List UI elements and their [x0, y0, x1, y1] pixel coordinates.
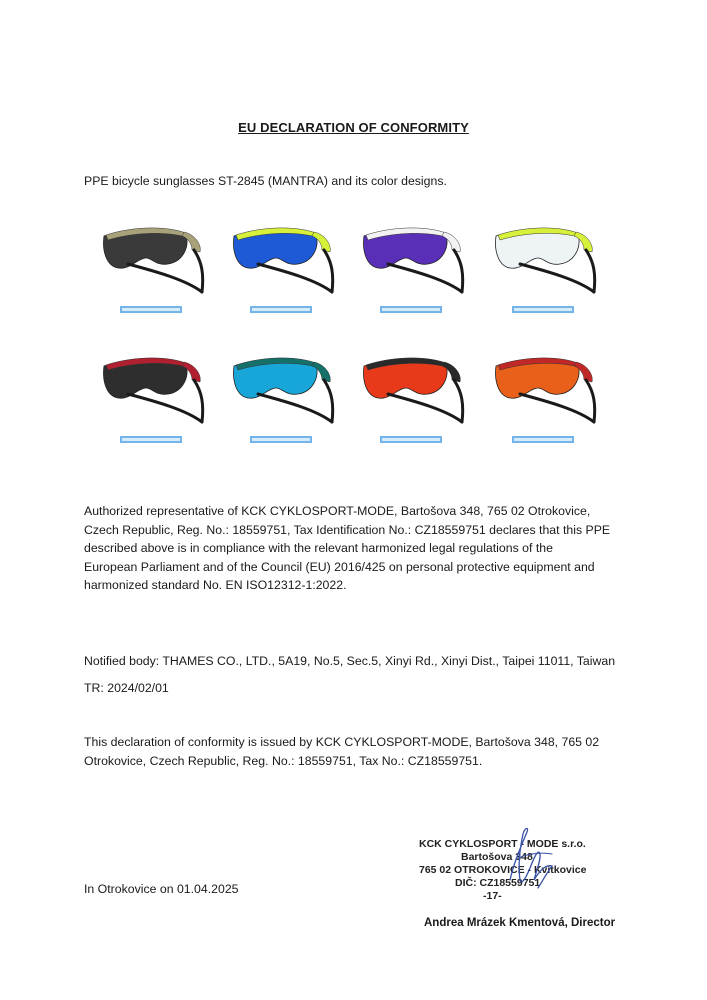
temple-arm: [586, 380, 595, 422]
glasses-image: [490, 218, 610, 328]
logo-strip-highlight: [122, 438, 180, 441]
temple-arm: [454, 250, 463, 292]
declaration-line: European Parliament and of the Council (EU) 2016/425 on personal protective equipment and: [84, 559, 595, 574]
logo-strip-highlight: [122, 308, 180, 311]
logo-strip-highlight: [252, 438, 310, 441]
logo-strip-highlight: [252, 308, 310, 311]
temple-arm: [520, 394, 594, 422]
place-date: In Otrokovice on 01.04.2025: [84, 882, 239, 896]
tr-date: TR: 2024/02/01: [84, 681, 169, 695]
temple-arm: [324, 380, 333, 422]
stamp-street: Bartošova 348: [461, 851, 533, 863]
temple-arm: [258, 264, 332, 292]
glasses-image: [228, 218, 348, 328]
logo-strip-highlight: [382, 308, 440, 311]
glasses-drawing: [490, 218, 610, 328]
stamp-company: KCK CYKLOSPORT - MODE s.r.o.: [419, 838, 586, 850]
declaration-line: harmonized standard No. EN ISO12312-1:2022.: [84, 578, 347, 592]
glasses-drawing: [98, 348, 218, 458]
temple-arm: [194, 380, 203, 422]
glasses-drawing: [98, 218, 218, 328]
product-line: PPE bicycle sunglasses ST-2845 (MANTRA) and its color designs.: [84, 174, 447, 188]
glasses-drawing: [358, 218, 478, 328]
temple-arm: [324, 250, 333, 292]
temple-arm: [388, 394, 462, 422]
temple-arm: [586, 250, 595, 292]
issued-paragraph: [84, 733, 644, 770]
signature: [494, 818, 574, 898]
stamp-city: 765 02 OTROKOVICE - Kvítkovice: [419, 864, 587, 876]
temple-arm: [388, 264, 462, 292]
glasses-image: [98, 218, 218, 328]
temple-arm: [194, 250, 203, 292]
signatory: Andrea Mrázek Kmentová, Director: [424, 917, 616, 929]
notified-body: Notified body: THAMES CO., LTD., 5A19, No.5, Sec.5, Xinyi Rd., Xinyi Dist., Taipei 11011, Taiwan: [84, 654, 616, 668]
glasses-image: [358, 348, 478, 458]
declaration-line: Authorized representative of KCK CYKLOSPORT-MODE, Bartošova 348, 765 02 Otrokovice,: [84, 504, 591, 518]
glasses-image: [98, 348, 218, 458]
issued-line: This declaration of conformity is issued by KCK CYKLOSPORT-MODE, Bartošova 348, 765 02: [84, 735, 600, 749]
stamp-dic: DIČ: CZ18559751: [455, 877, 541, 889]
temple-arm: [454, 380, 463, 422]
temple-arm: [258, 394, 332, 422]
glasses-drawing: [228, 348, 348, 458]
glasses-image: [490, 348, 610, 458]
temple-arm: [128, 394, 202, 422]
glasses-drawing: [490, 348, 610, 458]
glasses-image: [358, 218, 478, 328]
temple-arm: [128, 264, 202, 292]
logo-strip-highlight: [514, 308, 572, 311]
declaration-paragraph: [84, 502, 644, 595]
page-title: EU DECLARATION OF CONFORMITY: [238, 120, 469, 135]
issued-line: Otrokovice, Czech Republic, Reg. No.: 18559751, Tax No.: CZ18559751.: [84, 753, 483, 768]
stamp-number: -17-: [483, 890, 502, 902]
glasses-image: [228, 348, 348, 458]
glasses-drawing: [228, 218, 348, 328]
temple-arm: [520, 264, 594, 292]
logo-strip-highlight: [514, 438, 572, 441]
glasses-drawing: [358, 348, 478, 458]
declaration-line: described above is in compliance with the relevant harmonized legal regulations of the: [84, 541, 553, 555]
logo-strip-highlight: [382, 438, 440, 441]
declaration-line: Czech Republic, Reg. No.: 18559751, Tax Identification No.: CZ18559751 declares that this PPE: [84, 522, 611, 537]
